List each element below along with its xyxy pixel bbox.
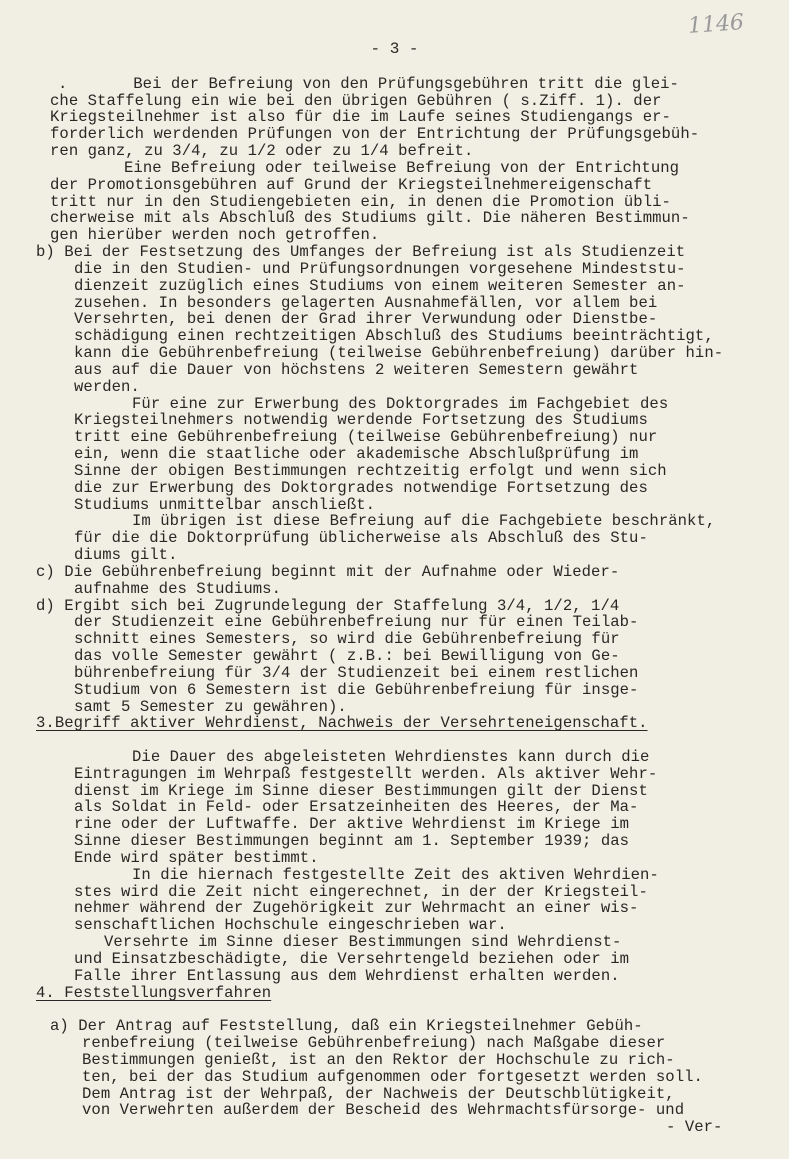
text-line: cherweise mit als Abschluß des Studiums gilt. Die näheren Bestimmun-	[50, 209, 690, 227]
text-line: ren ganz, zu 3/4, zu 1/2 oder zu 1/4 befreit.	[50, 142, 474, 160]
text-line: forderlich werdenden Prüfungen von der Entrichtung der Prüfungsgebüh-	[50, 125, 700, 143]
text-line: rine oder der Luftwaffe. Der aktive Wehrdienst im Kriege im	[74, 815, 630, 833]
text-line: Für eine zur Erwerbung des Doktorgrades im Fachgebiet des	[132, 395, 669, 413]
text-line: der Promotionsgebühren auf Grund der Kriegsteilnehmereigenschaft	[50, 176, 653, 194]
text-line: senschaftlichen Hochschule eingeschrieben war.	[74, 916, 507, 934]
text-line: Studium von 6 Semestern ist die Gebührenbefreiung für insge-	[74, 681, 639, 699]
text-line: Sinne der obigen Bestimmungen rechtzeitig erfolgt und wenn sich	[74, 462, 667, 480]
page-number: - 3 -	[370, 40, 419, 58]
text-line: c) Die Gebührenbefreiung beginnt mit der Aufnahme oder Wieder-	[36, 563, 620, 581]
text-line: ten, bei der das Studium aufgenommen oder fortgesetzt werden soll.	[82, 1068, 703, 1086]
text-line: diums gilt.	[74, 546, 178, 564]
text-line: zusehen. In besonders gelagerten Ausnahmefällen, vor allem bei	[74, 294, 658, 312]
text-line: dienzeit zuzüglich eines Studiums von einem weiteren Semester an-	[74, 277, 686, 295]
text-line: kann die Gebührenbefreiung (teilweise Gebührenbefreiung) darüber hin-	[74, 344, 724, 362]
text-line: b) Bei der Festsetzung des Umfanges der Befreiung ist als Studienzeit	[36, 243, 686, 261]
text-line: schädigung einen rechtzeitigen Abschluß des Studiums beeinträchtigt,	[74, 327, 714, 345]
text-line: Falle ihrer Entlassung aus dem Wehrdienst erhalten werden.	[74, 967, 620, 985]
text-line: die in den Studien- und Prüfungsordnungen vorgesehene Mindeststu-	[74, 260, 686, 278]
text-line: Eintragungen im Wehrpaß festgestellt werden. Als aktiver Wehr-	[74, 765, 658, 783]
text-line: nehmer während der Zugehörigkeit zur Wehrmacht an einer wis-	[74, 899, 639, 917]
text-line: Versehrte im Sinne dieser Bestimmungen sind Wehrdienst-	[104, 933, 622, 951]
text-line: werden.	[74, 378, 140, 396]
section-heading: 4. Feststellungsverfahren	[36, 984, 272, 1002]
text-line: aufnahme des Studiums.	[74, 580, 281, 598]
text-line: Kriegsteilnehmers notwendig werdende Fortsetzung des Studiums	[74, 411, 648, 429]
text-line: In die hiernach festgestellte Zeit des aktiven Wehrdien-	[132, 866, 659, 884]
text-line: das volle Semester gewährt ( z.B.: bei Bewilligung von Ge-	[74, 647, 620, 665]
text-line: aus auf die Dauer von höchstens 2 weiteren Semestern gewährt	[74, 361, 639, 379]
text-line: stes wird die Zeit nicht eingerechnet, in der der Kriegsteil-	[74, 883, 648, 901]
text-line: Die Dauer des abgeleisteten Wehrdienstes kann durch die	[132, 748, 650, 766]
text-line: samt 5 Semester zu gewähren).	[74, 698, 347, 716]
archive-reference-mark: 1146	[687, 10, 745, 39]
text-line: d) Ergibt sich bei Zugrundelegung der Staffelung 3/4, 1/2, 1/4	[36, 597, 620, 615]
text-line: . Bei der Befreiung von den Prüfungsgebühren tritt die glei-	[58, 75, 679, 93]
text-line: Im übrigen ist diese Befreiung auf die Fachgebiete beschränkt,	[132, 512, 716, 530]
text-line: und Einsatzbeschädigte, die Versehrtengeld beziehen oder im	[74, 950, 630, 968]
text-line: von Verwehrten außerdem der Bescheid des Wehrmachtsfürsorge- und	[82, 1101, 685, 1119]
text-line: Dem Antrag ist der Wehrpaß, der Nachweis der Deutschblütigkeit,	[82, 1085, 675, 1103]
text-line: Studiums unmittelbar anschließt.	[74, 496, 376, 514]
text-line: Sinne dieser Bestimmungen beginnt am 1. September 1939; das	[74, 832, 630, 850]
text-line: der Studienzeit eine Gebührenbefreiung nur für einen Teilab-	[74, 613, 639, 631]
section-heading: 3.Begriff aktiver Wehrdienst, Nachweis der Versehrteneigenschaft.	[36, 714, 648, 732]
text-line: a) Der Antrag auf Feststellung, daß ein Kriegsteilnehmer Gebüh-	[50, 1017, 643, 1035]
text-line: Kriegsteilnehmer ist also für die im Laufe seines Studiengangs er-	[50, 108, 671, 126]
text-line: schnitt eines Semesters, so wird die Gebührenbefreiung für	[74, 630, 620, 648]
text-line: tritt nur in den Studiengebieten ein, in denen die Promotion übli-	[50, 193, 671, 211]
text-line: Ende wird später bestimmt.	[74, 849, 319, 867]
text-line: als Soldat in Feld- oder Ersatzeinheiten des Heeres, der Ma-	[74, 798, 639, 816]
text-line: die zur Erwerbung des Doktorgrades notwendige Fortsetzung des	[74, 479, 648, 497]
text-line: bührenbefreiung für 3/4 der Studienzeit bei einem restlichen	[74, 664, 639, 682]
text-line: gen hierüber werden noch getroffen.	[50, 226, 380, 244]
text-line: - Ver-	[666, 1118, 723, 1136]
text-line: ein, wenn die staatliche oder akademische Abschlußprüfung im	[74, 445, 639, 463]
text-line: tritt eine Gebührenbefreiung (teilweise Gebührenbefreiung) nur	[74, 428, 658, 446]
text-line: che Staffelung ein wie bei den übrigen Gebühren ( s.Ziff. 1). der	[50, 92, 662, 110]
text-line: renbefreiung (teilweise Gebührenbefreiung) nach Maßgabe dieser	[82, 1034, 666, 1052]
text-line: Bestimmungen genießt, ist an den Rektor der Hochschule zu rich-	[82, 1051, 675, 1069]
text-line: Eine Befreiung oder teilweise Befreiung von der Entrichtung	[124, 159, 680, 177]
text-line: für die die Doktorprüfung üblicherweise als Abschluß des Stu-	[74, 529, 648, 547]
text-line: dienst im Kriege im Sinne dieser Bestimmungen gilt der Dienst	[74, 782, 648, 800]
text-line: Versehrten, bei denen der Grad ihrer Verwundung oder Dienstbe-	[74, 310, 658, 328]
